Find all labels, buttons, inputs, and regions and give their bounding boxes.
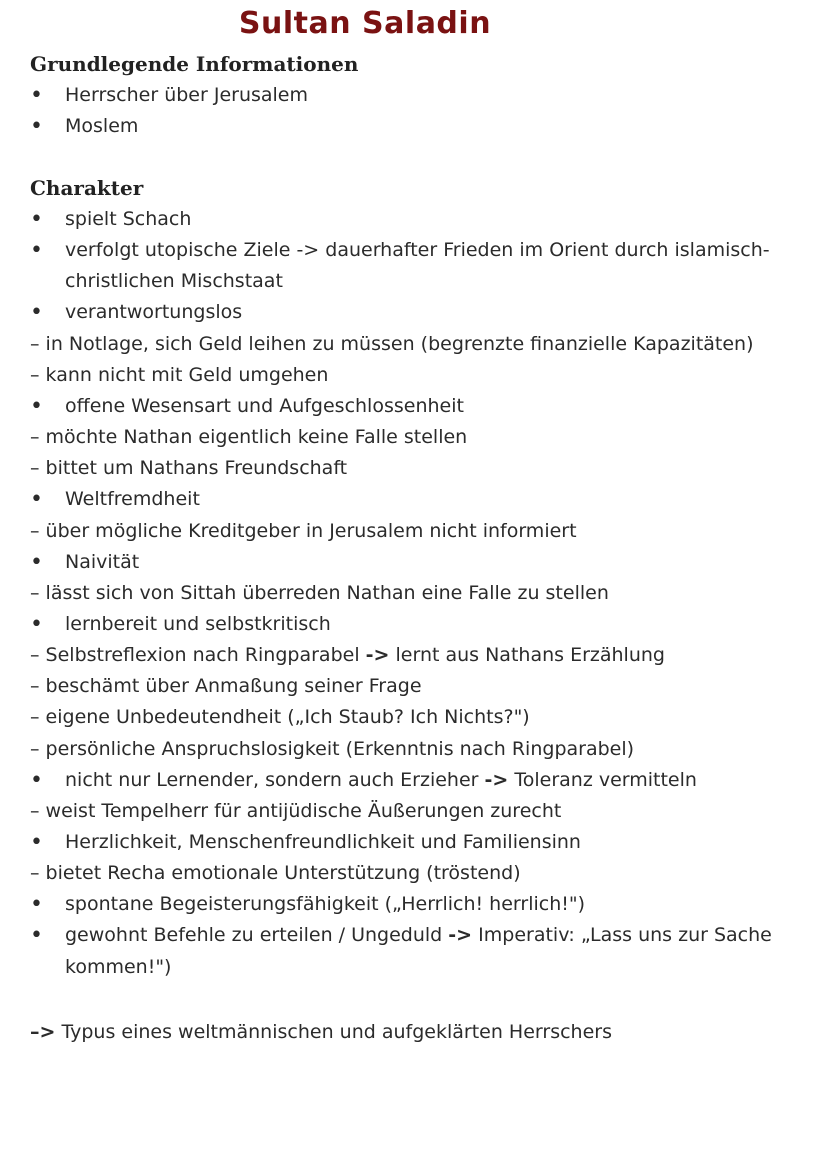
bullet-icon: • xyxy=(30,487,43,513)
bullet-icon: • xyxy=(30,830,43,855)
list-subitem: – weist Tempelherr für antijüdische Äußerungen zurecht xyxy=(30,799,562,822)
bullet-icon: • xyxy=(30,549,43,575)
bullet-icon: • xyxy=(30,300,43,326)
list-subitem: – beschämt über Anmaßung seiner Frage xyxy=(30,675,422,698)
list-subitem: – Selbstreflexion nach Ringparabel -> lernt aus Nathans Erzählung xyxy=(30,644,665,667)
bullet-icon: • xyxy=(30,83,43,108)
list-subitem: – lässt sich von Sittah überreden Nathan eine Falle zu stellen xyxy=(30,581,609,604)
list-subitem: – bietet Recha emotionale Unterstützung (tröstend) xyxy=(30,862,521,885)
bullet-icon: • xyxy=(30,393,43,419)
bullet-icon: • xyxy=(30,611,43,637)
list-subitem: – bittet um Nathans Freundschaft xyxy=(30,457,348,480)
bullet-icon: • xyxy=(30,207,43,232)
section-heading-character: Charakter xyxy=(30,176,144,200)
arrow-icon: -> xyxy=(484,768,509,791)
bullet-icon: • xyxy=(30,892,43,918)
arrow-icon: -> xyxy=(365,644,390,667)
page-title: Sultan Saladin xyxy=(238,6,492,41)
bullet-icon: • xyxy=(30,923,43,949)
list-subitem: – über mögliche Kreditgeber in Jerusalem nicht informiert xyxy=(30,519,577,542)
list-subitem: – kann nicht mit Geld umgehen xyxy=(30,363,329,386)
section-heading-basics: Grundlegende Informationen xyxy=(30,52,359,76)
list-subitem: – eigene Unbedeutendheit („Ich Staub? Ich Nichts?") xyxy=(30,706,530,729)
list-subitem: – in Notlage, sich Geld leihen zu müssen (begrenzte finanzielle Kapazitäten) xyxy=(30,332,754,355)
list-subitem: – möchte Nathan eigentlich keine Falle stellen xyxy=(30,426,468,449)
arrow-icon: -> xyxy=(448,924,473,947)
bullet-icon: • xyxy=(30,238,43,264)
bullet-icon: • xyxy=(30,767,43,793)
bullet-icon: • xyxy=(30,114,43,139)
list-subitem: – persönliche Anspruchslosigkeit (Erkenntnis nach Ringparabel) xyxy=(30,737,635,760)
arrow-icon: –> xyxy=(30,1021,56,1043)
conclusion: –> Typus eines weltmännischen und aufgeklärten Herrschers xyxy=(30,1021,612,1043)
